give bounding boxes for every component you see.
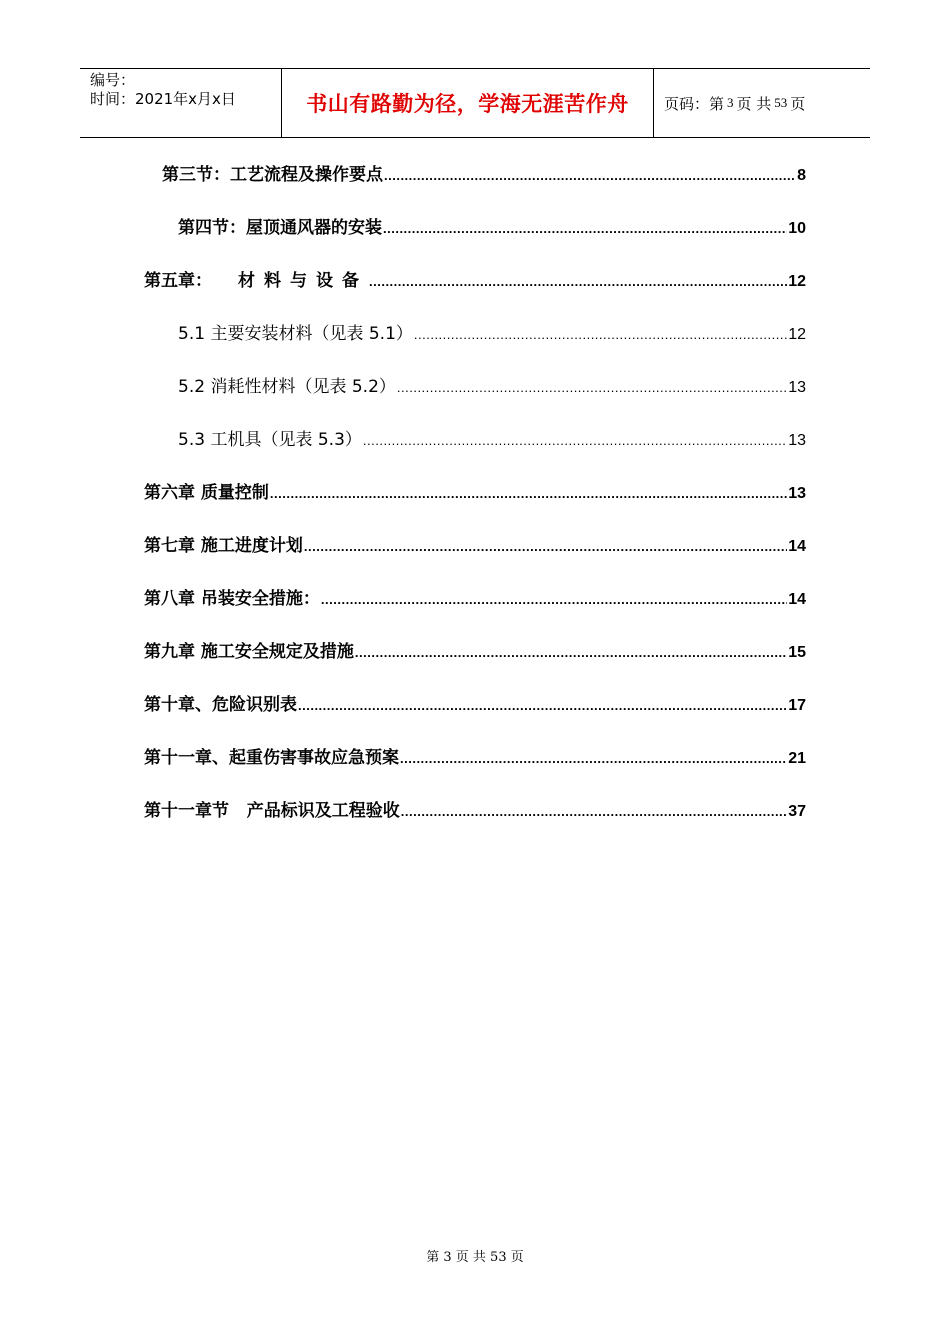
header-page-info: [654, 69, 870, 137]
toc-entry-page: 12: [788, 326, 806, 343]
toc-entry[interactable]: [144, 637, 806, 662]
toc-entry[interactable]: [178, 213, 806, 238]
toc-leader-dots: [321, 592, 787, 607]
toc-entry-page: 13: [788, 432, 806, 449]
toc-entry-title: 第四节：屋顶通风器的安装: [178, 218, 382, 238]
page-total: 53: [774, 95, 788, 110]
toc-leader-dots: [304, 539, 787, 554]
toc-entry-title: 第七章 施工进度计划: [144, 536, 303, 556]
toc-leader-dots: [397, 380, 787, 395]
toc-entry-title: 第五章：: [144, 271, 212, 291]
toc-entry-title-part2: 材料与设备: [238, 271, 368, 291]
document-number-label: 编号：: [90, 71, 136, 89]
toc-entry[interactable]: [144, 478, 806, 503]
toc-entry-title: 第六章 质量控制: [144, 483, 269, 503]
toc-leader-dots: [363, 433, 787, 448]
toc-entry[interactable]: [178, 425, 806, 450]
page-current: 3: [727, 95, 734, 110]
document-time-label: 时间：2021年x月x日: [90, 90, 236, 108]
toc-entry-page: 14: [788, 538, 806, 555]
toc-entry-page: 13: [788, 379, 806, 396]
page-header: [80, 68, 870, 138]
toc-leader-dots: [400, 751, 787, 766]
toc-entry[interactable]: [178, 372, 806, 397]
page-label-mid: 页 共: [736, 94, 772, 113]
page-label-prefix: 页码：第: [664, 94, 725, 113]
toc-entry[interactable]: [178, 319, 806, 344]
toc-entry-title: 5.2 消耗性材料（见表 5.2）: [178, 377, 396, 397]
toc-entry-title: 5.1 主要安装材料（见表 5.1）: [178, 324, 413, 344]
header-motto: [282, 69, 654, 137]
toc-leader-dots: [355, 645, 787, 660]
toc-entry-page: 10: [788, 220, 806, 237]
toc-entry-page: 14: [788, 591, 806, 608]
toc-leader-dots: [369, 274, 787, 289]
toc-entry[interactable]: [144, 266, 806, 291]
toc-entry[interactable]: [144, 743, 806, 768]
toc-leader-dots: [270, 486, 787, 501]
toc-entry-page: 13: [788, 485, 806, 502]
toc-entry-page: 12: [788, 273, 806, 290]
toc-entry[interactable]: [144, 796, 806, 821]
toc-leader-dots: [414, 327, 787, 342]
toc-entry-title: 5.3 工机具（见表 5.3）: [178, 430, 362, 450]
toc-entry-page: 8: [797, 167, 806, 184]
header-meta: [80, 69, 282, 137]
toc-entry[interactable]: [162, 160, 806, 185]
toc-entry-title: 第八章 吊装安全措施：: [144, 589, 320, 609]
toc-entry-page: 37: [788, 803, 806, 820]
page-label-suffix: 页: [790, 94, 806, 113]
motto-text: 书山有路勤为径，学海无涯苦作舟: [306, 92, 629, 116]
toc-entry-page: 21: [788, 750, 806, 767]
toc-entry-page: 17: [788, 697, 806, 714]
toc-entry-title: 第十一章节 产品标识及工程验收: [144, 801, 400, 821]
toc-entry[interactable]: [144, 690, 806, 715]
toc-leader-dots: [383, 221, 787, 236]
toc-leader-dots: [401, 804, 787, 819]
toc-entry[interactable]: [144, 584, 806, 609]
toc-entry-title: 第十一章、起重伤害事故应急预案: [144, 748, 399, 768]
page-footer: 第 3 页 共 53 页: [426, 1250, 524, 1265]
toc-entry[interactable]: [144, 531, 806, 556]
toc-entry-title: 第九章 施工安全规定及措施: [144, 642, 354, 662]
toc-entry-page: 15: [788, 644, 806, 661]
toc-entry-title: 第三节：工艺流程及操作要点: [162, 165, 383, 185]
toc-leader-dots: [384, 168, 796, 183]
toc-entry-title: 第十章、危险识别表: [144, 695, 297, 715]
toc-leader-dots: [298, 698, 787, 713]
